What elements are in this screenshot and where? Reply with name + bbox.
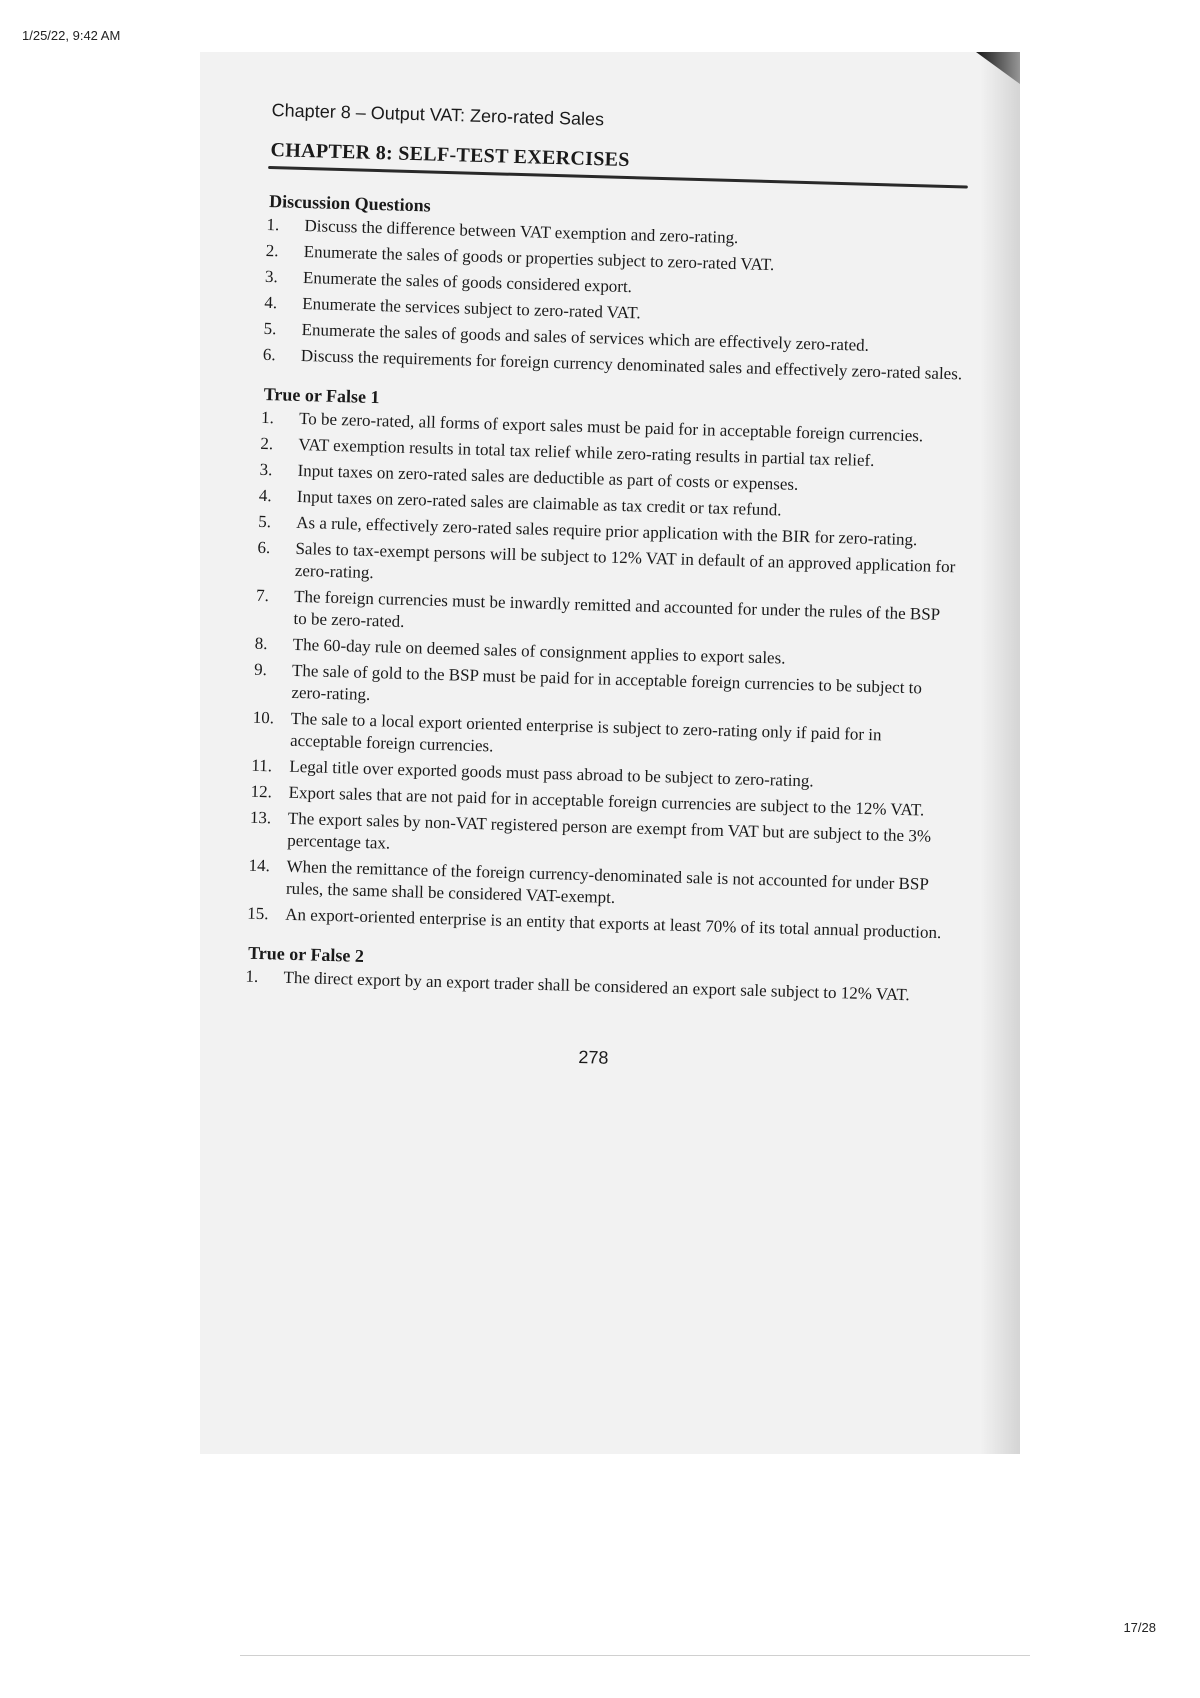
statement-number: 3. bbox=[259, 459, 273, 480]
question-list bbox=[263, 214, 967, 385]
statement-list bbox=[247, 407, 961, 944]
question-number: 3. bbox=[264, 266, 279, 287]
section-heading: Discussion Questions bbox=[268, 191, 431, 216]
statement-number: 8. bbox=[254, 633, 268, 654]
statement-text: When the remittance of the foreign currency-denominated sale is not accounted for under BSP rules, the same shall be considered VAT-exempt. bbox=[285, 856, 929, 907]
question-number: 6. bbox=[262, 344, 276, 365]
statement-text: Sales to tax-exempt persons will be subject to 12% VAT in default of an approved application for zero-rating. bbox=[294, 538, 956, 583]
print-timestamp: 1/25/22, 9:42 AM bbox=[22, 28, 121, 43]
statement-number: 12. bbox=[250, 781, 273, 802]
statement-number: 1. bbox=[245, 966, 259, 987]
statement-text: VAT exemption results in total tax relief while zero-rating results in partial tax relief. bbox=[298, 434, 875, 471]
question-number: 4. bbox=[264, 292, 278, 313]
question-number: 5. bbox=[263, 318, 277, 339]
statement-number: 11. bbox=[251, 755, 273, 776]
statement-number: 10. bbox=[252, 707, 275, 728]
statement-text: The sale to a local export oriented enterprise is subject to zero-rating only if paid for in acceptable foreign currencies. bbox=[289, 708, 882, 756]
statement-number: 14. bbox=[248, 855, 271, 876]
statement-text: The sale of gold to the BSP must be paid for in acceptable foreign currencies to be subject to zero-rating. bbox=[291, 660, 923, 705]
statement-number: 9. bbox=[253, 659, 268, 680]
statement-text: Input taxes on zero-rated sales are deductible as part of costs or expenses. bbox=[297, 460, 799, 494]
statement-number: 1. bbox=[260, 407, 275, 428]
question-text: Discuss the difference between VAT exemption and zero-rating. bbox=[304, 216, 739, 248]
question-number: 1. bbox=[266, 214, 280, 235]
statement-number: 2. bbox=[260, 433, 274, 454]
statement-text: The direct export by an export trader shall be considered an export sale subject to 12% VAT. bbox=[283, 967, 910, 1005]
question-text: Enumerate the sales of goods and sales of services which are effectively zero-rated. bbox=[301, 319, 870, 355]
section-discussion-questions bbox=[263, 191, 968, 385]
question-text: Enumerate the services subject to zero-rated VAT. bbox=[302, 293, 641, 323]
section-true-or-false-1 bbox=[247, 384, 962, 944]
statement-number: 15. bbox=[247, 903, 269, 924]
statement-text: Input taxes on zero-rated sales are claimable as tax credit or tax refund. bbox=[296, 486, 782, 520]
statement-text: As a rule, effectively zero-rated sales require prior application with the BIR for zero-rating. bbox=[295, 512, 918, 550]
statement-text: Export sales that are not paid for in acceptable foreign currencies are subject to the 12% VAT. bbox=[288, 782, 925, 820]
statement-number: 13. bbox=[249, 807, 272, 828]
section-heading: True or False 2 bbox=[247, 942, 365, 966]
statement-text: Legal title over exported goods must pass abroad to be subject to zero-rating. bbox=[289, 756, 814, 791]
running-head: Chapter 8 – Output VAT: Zero-rated Sales bbox=[271, 100, 605, 130]
page-corner-tab bbox=[976, 52, 1020, 84]
statement-number: 6. bbox=[257, 537, 271, 558]
question-text: Discuss the requirements for foreign currency denominated sales and effectively zero-rated sales. bbox=[300, 345, 963, 384]
question-text: Enumerate the sales of goods considered export. bbox=[302, 267, 633, 297]
question-text: Enumerate the sales of goods or properties subject to zero-rated VAT. bbox=[303, 242, 775, 275]
statement-number: 7. bbox=[255, 585, 270, 606]
print-page-counter: 17/28 bbox=[1123, 1620, 1156, 1635]
question-number: 2. bbox=[265, 240, 279, 261]
chapter-title: CHAPTER 8: SELF-TEST EXERCISES bbox=[270, 139, 631, 172]
statement-text: The 60-day rule on deemed sales of consignment applies to export sales. bbox=[292, 634, 786, 668]
statement-number: 5. bbox=[257, 511, 272, 532]
statement-text: An export-oriented enterprise is an entity that exports at least 70% of its total annual production. bbox=[285, 904, 942, 943]
statement-text: To be zero-rated, all forms of export sales must be paid for in acceptable foreign currencies. bbox=[298, 408, 924, 446]
statement-text: The foreign currencies must be inwardly remitted and accounted for under the rules of the BSP to be zero-rated. bbox=[293, 586, 940, 631]
scanned-page bbox=[200, 52, 1020, 1454]
statement-text: The export sales by non-VAT registered person are exempt from VAT but are subject to the 3% percentage tax. bbox=[287, 808, 932, 853]
page-content bbox=[243, 100, 970, 1078]
section-heading: True or False 1 bbox=[263, 383, 380, 408]
page-number: 278 bbox=[578, 1046, 609, 1068]
section-true-or-false-2 bbox=[245, 943, 946, 1008]
statement-number: 4. bbox=[258, 485, 272, 506]
footer-divider bbox=[240, 1655, 1030, 1656]
